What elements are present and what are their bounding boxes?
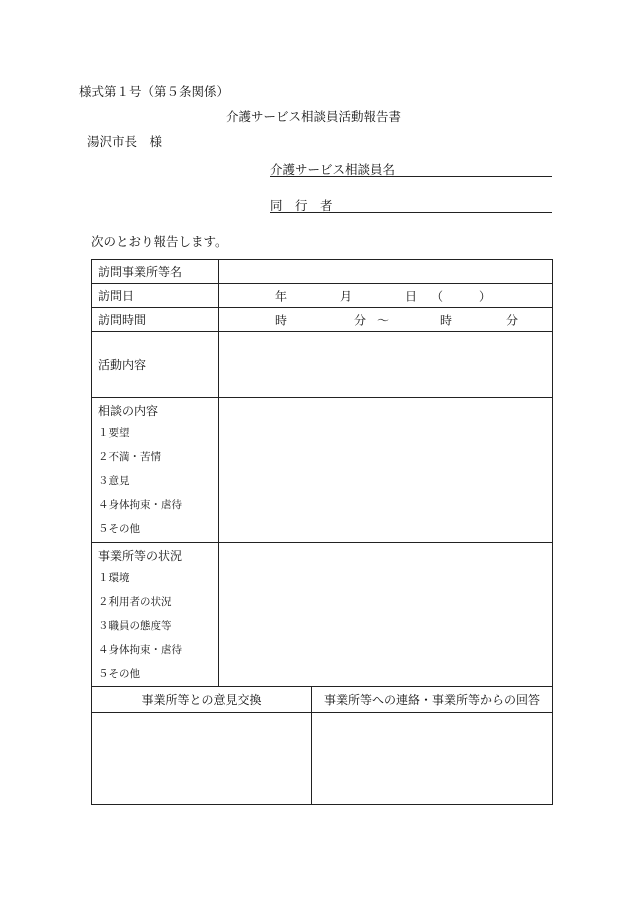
facility-status-label-cell [92, 543, 219, 687]
facility-status-item-2: ２利用者の状況 [98, 596, 172, 608]
table-row [92, 284, 553, 308]
report-table [91, 259, 553, 805]
start-minute-mark: 分 [354, 313, 367, 327]
facility-status-item-5: ５その他 [98, 668, 140, 680]
table-row [92, 398, 553, 543]
tilde-mark: ～ [377, 313, 390, 327]
weekday-paren-open: （ [431, 289, 444, 303]
activity-input[interactable] [219, 332, 553, 398]
table-row [92, 543, 553, 687]
consultation-item-3: ３意見 [98, 475, 130, 487]
day-mark: 日 [405, 289, 418, 303]
facility-status-item-1: １環境 [98, 572, 130, 584]
consultation-label-cell [92, 398, 219, 543]
consultation-input[interactable] [219, 398, 553, 543]
consultation-heading: 相談の内容 [98, 404, 159, 418]
facility-status-item-4: ４身体拘束・虐待 [98, 644, 182, 656]
visit-time-input[interactable] [219, 308, 553, 332]
facility-status-heading: 事業所等の状況 [98, 549, 183, 563]
intro-text: 次のとおり報告します。 [91, 234, 228, 249]
end-minute-mark: 分 [506, 313, 519, 327]
companion-field[interactable] [270, 196, 552, 213]
table-row [92, 332, 553, 398]
end-hour-mark: 時 [440, 313, 453, 327]
start-hour-mark: 時 [275, 313, 288, 327]
contact-response-header: 事業所等への連絡・事業所等からの回答 [312, 687, 553, 713]
counselor-name-field[interactable] [270, 160, 552, 177]
activity-label: 活動内容 [92, 332, 219, 398]
month-mark: 月 [340, 289, 353, 303]
consultation-item-5: ５その他 [98, 523, 140, 535]
facility-name-label: 訪問事業所等名 [92, 260, 219, 284]
contact-response-input[interactable] [312, 713, 553, 805]
visit-date-label: 訪問日 [92, 284, 219, 308]
addressee: 湯沢市長 様 [87, 134, 163, 149]
visit-time-label: 訪問時間 [92, 308, 219, 332]
table-row [92, 713, 553, 805]
opinion-exchange-input[interactable] [92, 713, 312, 805]
consultation-item-1: １要望 [98, 427, 130, 439]
table-row [92, 687, 553, 713]
opinion-exchange-header: 事業所等との意見交換 [92, 687, 312, 713]
year-mark: 年 [275, 289, 288, 303]
facility-name-input[interactable] [219, 260, 553, 284]
visit-date-input[interactable] [219, 284, 553, 308]
counselor-name-label: 介護サービス相談員名 [270, 162, 396, 177]
facility-status-item-3: ３職員の態度等 [98, 620, 172, 632]
facility-status-input[interactable] [219, 543, 553, 687]
consultation-item-2: ２不満・苦情 [98, 451, 161, 463]
table-row [92, 260, 553, 284]
document-title: 介護サービス相談員活動報告書 [226, 109, 402, 124]
form-number: 様式第１号（第５条関係） [79, 84, 230, 99]
companion-label: 同 行 者 [270, 198, 333, 213]
table-row [92, 308, 553, 332]
consultation-item-4: ４身体拘束・虐待 [98, 499, 182, 511]
weekday-paren-close: ） [479, 289, 492, 303]
